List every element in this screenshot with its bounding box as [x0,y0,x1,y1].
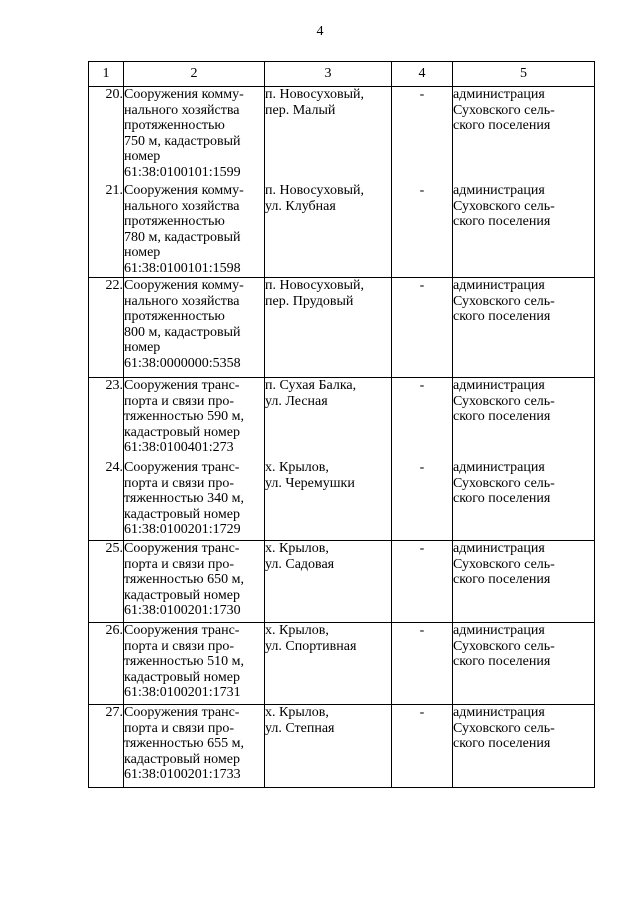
address-line: х. Крылов, [265,623,329,638]
object-line: 61:38:0100401:273 [124,440,234,456]
object-address [265,183,392,278]
object-line: 61:38:0100201:1733 [124,767,241,783]
address-line: х. Крылов, [265,460,329,475]
object-line: 61:38:0100201:1729 [124,522,241,538]
object-line: кадастровый номер [124,751,240,767]
object-line: Сооружения комму- [124,278,244,293]
address-line: ул. Степная [265,720,335,736]
object-line: 61:38:0100101:1598 [124,260,241,276]
owner-line: ского поселения [453,491,551,507]
object-line: протяженностью [124,118,225,134]
owner-line: ского поселения [453,118,551,134]
owner-line: Суховского сель- [453,556,555,572]
object-line: тяженностью 510 м, [124,654,244,670]
table-row [89,705,595,788]
owner-line: администрация [453,541,545,556]
row-number: 21. [89,183,124,278]
object-description [124,278,265,378]
object-line: тяженностью 340 м, [124,491,244,507]
property-table [88,61,595,788]
object-line: порта и связи про- [124,393,235,409]
address-line: х. Крылов, [265,541,329,556]
object-description [124,541,265,623]
column-4-value: - [392,183,453,278]
object-description [124,378,265,461]
address-line: п. Новосуховый, [265,278,364,293]
object-line: 61:38:0100201:1731 [124,685,241,701]
owner-line: Суховского сель- [453,102,555,118]
owner [453,623,595,705]
object-line: 800 м, кадастровый [124,324,241,340]
object-address [265,541,392,623]
owner-line: администрация [453,460,545,475]
owner [453,541,595,623]
object-line: 61:38:0000000:5358 [124,355,241,371]
address-line: ул. Клубная [265,198,336,214]
object-line: тяженностью 650 м, [124,572,244,588]
owner [453,87,595,184]
object-line: номер [124,149,161,165]
object-line: нального хозяйства [124,102,240,118]
table-row [89,541,595,623]
object-description [124,183,265,278]
object-line: порта и связи про- [124,638,235,654]
column-4-value: - [392,623,453,705]
column-header-1: 1 [89,62,124,87]
row-number: 23. [89,378,124,461]
table-row [89,460,595,541]
object-line: Сооружения транс- [124,460,240,475]
object-description [124,623,265,705]
row-number: 24. [89,460,124,541]
owner-line: администрация [453,278,545,293]
column-4-value: - [392,87,453,184]
object-line: Сооружения транс- [124,623,240,638]
object-line: 750 м, кадастровый [124,133,241,149]
owner-line: администрация [453,623,545,638]
column-header-3: 3 [265,62,392,87]
object-line: Сооружения комму- [124,87,244,102]
object-line: протяженностью [124,309,225,325]
object-address [265,705,392,788]
address-line: ул. Садовая [265,556,335,572]
row-number: 22. [89,278,124,378]
owner [453,183,595,278]
object-line: номер [124,340,161,356]
column-header-5: 5 [453,62,595,87]
object-description [124,87,265,184]
table-row [89,378,595,461]
row-number: 26. [89,623,124,705]
column-4-value: - [392,460,453,541]
owner-line: ского поселения [453,409,551,425]
address-line: пер. Малый [265,102,336,118]
object-address [265,623,392,705]
column-4-value: - [392,541,453,623]
owner-line: Суховского сель- [453,638,555,654]
object-line: кадастровый номер [124,587,240,603]
object-description [124,705,265,788]
page-number: 4 [316,24,324,39]
address-line: п. Новосуховый, [265,87,364,102]
object-line: Сооружения транс- [124,705,240,720]
address-line: п. Сухая Балка, [265,378,357,393]
object-line: нального хозяйства [124,293,240,309]
column-header-4: 4 [392,62,453,87]
object-address [265,278,392,378]
object-line: 61:38:0100101:1599 [124,164,241,180]
object-description [124,460,265,541]
owner-line: Суховского сель- [453,475,555,491]
row-number: 27. [89,705,124,788]
column-4-value: - [392,278,453,378]
object-address [265,87,392,184]
table-row [89,87,595,184]
address-line: ул. Лесная [265,393,328,409]
object-address [265,460,392,541]
table-row [89,623,595,705]
owner-line: Суховского сель- [453,293,555,309]
owner-line: администрация [453,87,545,102]
object-line: 780 м, кадастровый [124,229,241,245]
owner-line: ского поселения [453,736,551,752]
owner [453,705,595,788]
object-line: порта и связи про- [124,556,235,572]
object-line: кадастровый номер [124,506,240,522]
object-line: порта и связи про- [124,720,235,736]
owner [453,378,595,461]
owner-line: администрация [453,705,545,720]
owner-line: ского поселения [453,309,551,325]
column-4-value: - [392,705,453,788]
table-header-row [89,62,595,87]
owner-line: администрация [453,183,545,198]
object-line: кадастровый номер [124,669,240,685]
owner-line: администрация [453,378,545,393]
owner-line: Суховского сель- [453,198,555,214]
owner-line: ского поселения [453,214,551,230]
object-line: порта и связи про- [124,475,235,491]
owner-line: Суховского сель- [453,720,555,736]
address-line: п. Новосуховый, [265,183,364,198]
object-line: Сооружения транс- [124,378,240,393]
object-line: тяженностью 655 м, [124,736,244,752]
table-row [89,183,595,278]
owner [453,460,595,541]
object-address [265,378,392,461]
owner [453,278,595,378]
address-line: пер. Прудовый [265,293,354,309]
object-line: 61:38:0100201:1730 [124,603,241,619]
object-line: Сооружения транс- [124,541,240,556]
object-line: тяженностью 590 м, [124,409,244,425]
row-number: 20. [89,87,124,184]
address-line: ул. Черемушки [265,475,355,491]
object-line: протяженностью [124,214,225,230]
object-line: номер [124,245,161,261]
address-line: х. Крылов, [265,705,329,720]
column-header-2: 2 [124,62,265,87]
object-line: нального хозяйства [124,198,240,214]
row-number: 25. [89,541,124,623]
object-line: Сооружения комму- [124,183,244,198]
table-row [89,278,595,378]
owner-line: ского поселения [453,654,551,670]
column-4-value: - [392,378,453,461]
owner-line: ского поселения [453,572,551,588]
object-line: кадастровый номер [124,424,240,440]
address-line: ул. Спортивная [265,638,357,654]
owner-line: Суховского сель- [453,393,555,409]
